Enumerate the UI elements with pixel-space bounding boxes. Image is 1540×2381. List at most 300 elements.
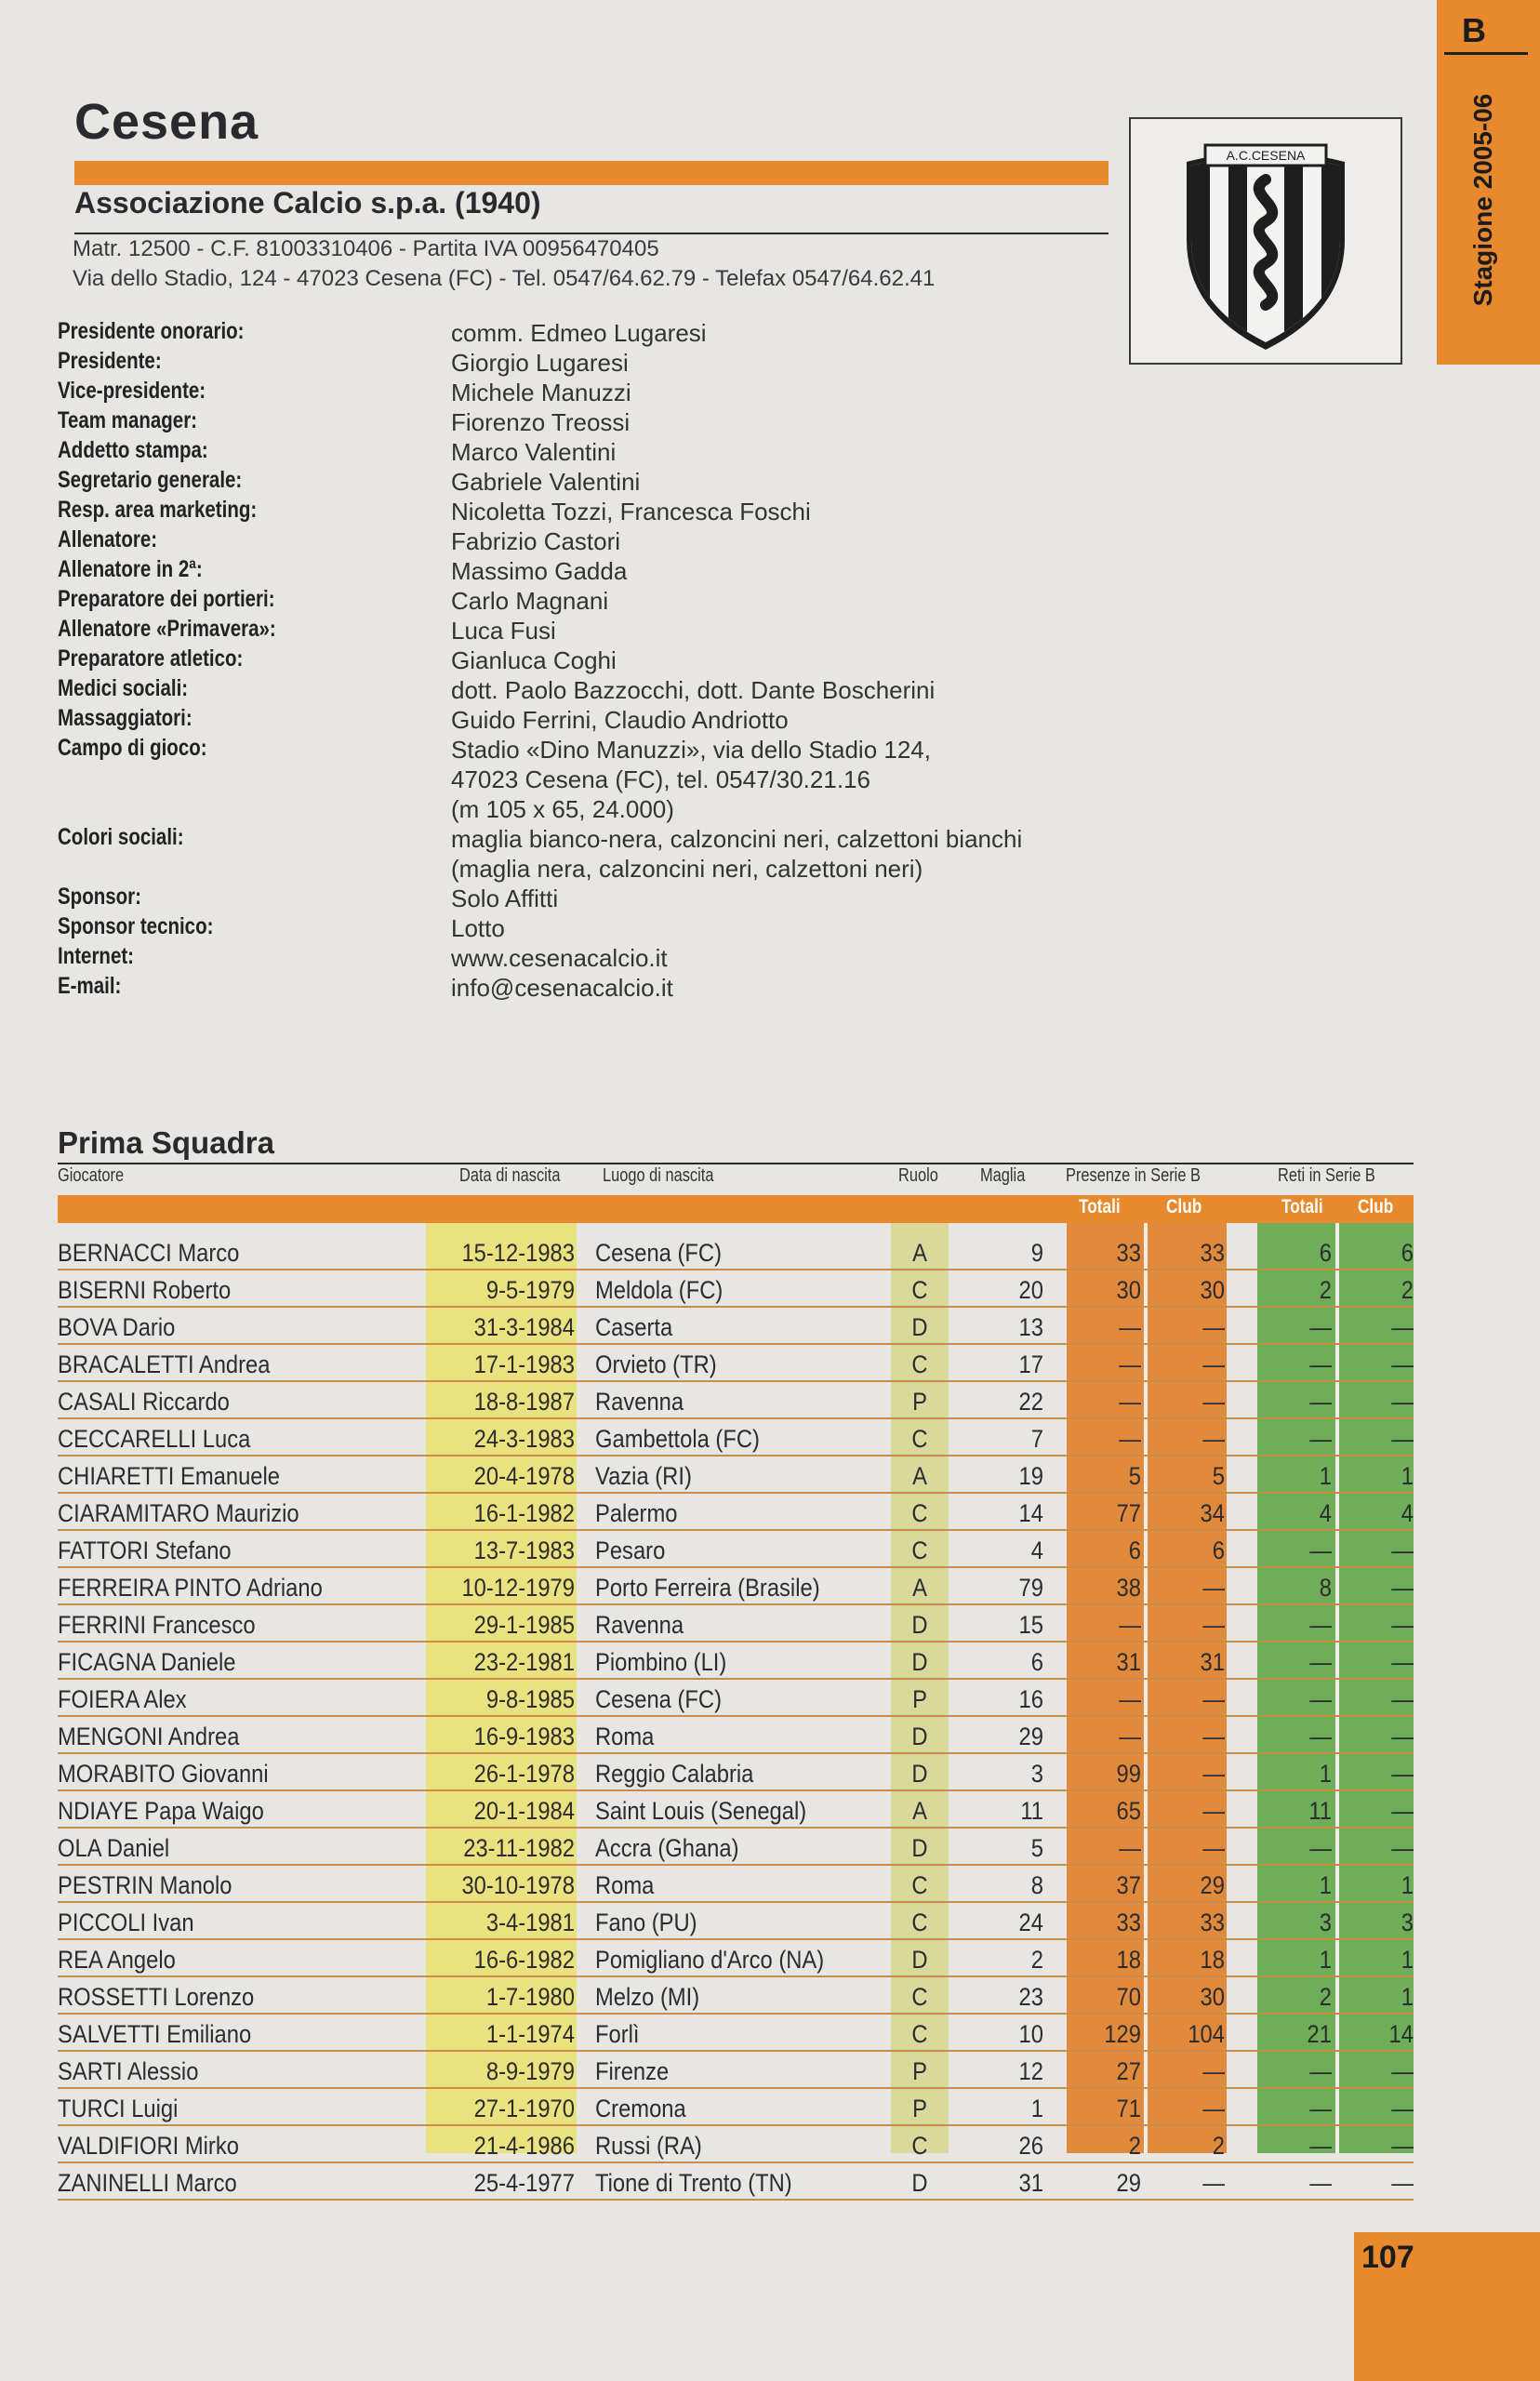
goals-club: —: [1391, 1388, 1414, 1416]
registration-line: Matr. 12500 - C.F. 81003310406 - Partita IVA 00956470405: [73, 236, 659, 261]
appearances-total: 129: [1104, 2020, 1141, 2048]
header-luogo: Luogo di nascita: [603, 1165, 714, 1186]
player-name: OLA Daniel: [58, 1834, 170, 1862]
goals-total: —: [1309, 1425, 1332, 1453]
info-label: Resp. area marketing:: [58, 497, 258, 523]
association-name: Associazione Calcio s.p.a. (1940): [74, 186, 541, 219]
role: C: [911, 1499, 928, 1527]
goals-total: 2: [1319, 1983, 1332, 2011]
info-row: [58, 586, 1360, 616]
header-maglia: Maglia: [980, 1165, 1026, 1186]
info-row: [58, 675, 1360, 705]
birth-date: 16-6-1982: [473, 1946, 575, 1974]
header-reti: Reti in Serie B: [1278, 1165, 1375, 1186]
table-row: [58, 1866, 1414, 1903]
goals-club: —: [1391, 1760, 1414, 1788]
table-row: [58, 1531, 1414, 1568]
goals-total: 1: [1319, 1946, 1332, 1974]
birth-date: 1-7-1980: [485, 1983, 575, 2011]
role: A: [912, 1239, 927, 1267]
appearances-club: —: [1202, 1685, 1225, 1713]
shirt-number: 8: [1030, 1871, 1043, 1899]
role: D: [911, 1834, 928, 1862]
birth-date: 1-1-1974: [485, 2020, 575, 2048]
goals-total: 1: [1319, 1462, 1332, 1490]
info-label: Massaggiatori:: [58, 705, 192, 731]
goals-club: 1: [1401, 1946, 1414, 1974]
section-letter: B: [1462, 11, 1486, 49]
appearances-club: 33: [1200, 1239, 1225, 1267]
birth-place: Forlì: [595, 2020, 640, 2048]
goals-club: —: [1391, 1425, 1414, 1453]
subheader-presenze-club: Club: [1166, 1196, 1202, 1217]
table-row: [58, 2126, 1414, 2163]
birth-place: Ravenna: [595, 1611, 684, 1639]
appearances-club: —: [1202, 1350, 1225, 1378]
table-row: [58, 1680, 1414, 1717]
goals-total: —: [1309, 1648, 1332, 1676]
info-row: [58, 556, 1360, 586]
table-row: [58, 1568, 1414, 1605]
appearances-total: 30: [1116, 1276, 1141, 1304]
appearances-club: 33: [1200, 1909, 1225, 1936]
table-row: [58, 1791, 1414, 1829]
birth-date: 20-4-1978: [473, 1462, 575, 1490]
birth-place: Cremona: [595, 2095, 686, 2122]
player-name: PICCOLI Ivan: [58, 1909, 194, 1936]
info-label: Presidente onorario:: [58, 318, 245, 344]
info-value: Stadio «Dino Manuzzi», via dello Stadio 124, 47023 Cesena (FC), tel. 0547/30.21.16 (m 105 x 65, 24.000): [451, 736, 931, 823]
birth-date: 23-11-1982: [463, 1834, 575, 1862]
appearances-total: —: [1119, 1425, 1141, 1453]
goals-total: —: [1309, 1685, 1332, 1713]
goals-club: 2: [1401, 1276, 1414, 1304]
appearances-total: —: [1119, 1313, 1141, 1341]
info-label: Sponsor tecnico:: [58, 913, 214, 939]
appearances-club: 18: [1200, 1946, 1225, 1974]
birth-place: Roma: [595, 1723, 655, 1750]
birth-date: 15-12-1983: [461, 1239, 575, 1267]
birth-date: 23-2-1981: [473, 1648, 575, 1676]
birth-date: 13-7-1983: [473, 1536, 575, 1564]
goals-total: —: [1309, 1313, 1332, 1341]
table-row: [58, 1977, 1414, 2015]
table-row: [58, 1829, 1414, 1866]
appearances-club: 34: [1200, 1499, 1225, 1527]
role: A: [912, 1462, 927, 1490]
info-row: [58, 318, 1360, 348]
role: C: [911, 1276, 928, 1304]
info-value: maglia bianco-nera, calzoncini neri, calzettoni bianchi (maglia nera, calzoncini neri, calzettoni neri): [451, 825, 1023, 883]
shirt-number: 20: [1018, 1276, 1043, 1304]
header-giocatore: Giocatore: [58, 1165, 125, 1186]
table-row: [58, 1494, 1414, 1531]
table-row: [58, 1457, 1414, 1494]
club-info-list: [58, 318, 1360, 1003]
info-value: Solo Affitti: [451, 885, 559, 912]
role: C: [911, 2020, 928, 2048]
player-name: PESTRIN Manolo: [58, 1871, 232, 1899]
player-name: TURCI Luigi: [58, 2095, 179, 2122]
goals-total: —: [1309, 1834, 1332, 1862]
birth-place: Cesena (FC): [595, 1239, 723, 1267]
info-label: Colori sociali:: [58, 824, 184, 850]
birth-date: 21-4-1986: [473, 2132, 575, 2160]
player-name: CHIARETTI Emanuele: [58, 1462, 281, 1490]
role: C: [911, 1536, 928, 1564]
player-name: FICAGNA Daniele: [58, 1648, 236, 1676]
shirt-number: 19: [1018, 1462, 1043, 1490]
appearances-total: 99: [1116, 1760, 1141, 1788]
info-row: [58, 735, 1360, 824]
table-row: [58, 1903, 1414, 1940]
shirt-number: 1: [1030, 2095, 1043, 2122]
goals-total: 2: [1319, 1276, 1332, 1304]
appearances-club: 29: [1200, 1871, 1225, 1899]
info-value: info@cesenacalcio.it: [451, 974, 673, 1002]
info-label: Internet:: [58, 943, 134, 969]
info-label: Team manager:: [58, 407, 198, 433]
header-ruolo: Ruolo: [898, 1165, 938, 1186]
info-row: [58, 467, 1360, 497]
birth-date: 31-3-1984: [473, 1313, 575, 1341]
page-number: 107: [1361, 2240, 1414, 2275]
table-row: [58, 1940, 1414, 1977]
appearances-club: 5: [1212, 1462, 1225, 1490]
appearances-total: 31: [1116, 1648, 1141, 1676]
role: P: [912, 1685, 927, 1713]
table-row: [58, 1754, 1414, 1791]
info-row: [58, 497, 1360, 526]
table-row: [58, 1605, 1414, 1643]
info-row: [58, 437, 1360, 467]
birth-date: 18-8-1987: [473, 1388, 575, 1416]
goals-club: —: [1391, 1574, 1414, 1602]
info-value: Gianluca Coghi: [451, 646, 617, 674]
player-name: BRACALETTI Andrea: [58, 1350, 271, 1378]
goals-total: —: [1309, 2169, 1332, 2197]
goals-club: —: [1391, 1648, 1414, 1676]
shirt-number: 29: [1018, 1723, 1043, 1750]
goals-club: 3: [1401, 1909, 1414, 1936]
table-row: [58, 1345, 1414, 1382]
goals-total: —: [1309, 1723, 1332, 1750]
goals-club: 1: [1401, 1462, 1414, 1490]
birth-place: Russi (RA): [595, 2132, 702, 2160]
birth-place: Gambettola (FC): [595, 1425, 760, 1453]
goals-total: 8: [1319, 1574, 1332, 1602]
player-name: ROSSETTI Lorenzo: [58, 1983, 255, 2011]
appearances-total: 33: [1116, 1239, 1141, 1267]
birth-place: Caserta: [595, 1313, 673, 1341]
appearances-total: 2: [1128, 2132, 1141, 2160]
info-value: dott. Paolo Bazzocchi, dott. Dante Boscherini: [451, 676, 936, 704]
info-value: Fabrizio Castori: [451, 527, 621, 555]
info-label: Allenatore in 2ª:: [58, 556, 203, 582]
info-row: [58, 645, 1360, 675]
goals-total: —: [1309, 2095, 1332, 2122]
info-label: Allenatore:: [58, 526, 158, 552]
appearances-total: 65: [1116, 1797, 1141, 1825]
info-value: www.cesenacalcio.it: [451, 944, 668, 972]
goals-club: —: [1391, 1834, 1414, 1862]
goals-total: —: [1309, 1536, 1332, 1564]
subheader-reti-totali: Totali: [1281, 1196, 1323, 1217]
appearances-total: 71: [1116, 2095, 1141, 2122]
info-label: E-mail:: [58, 973, 122, 999]
info-row: [58, 407, 1360, 437]
player-name: CASALI Riccardo: [58, 1388, 230, 1416]
role: P: [912, 1388, 927, 1416]
page-number-tab: [1354, 2232, 1540, 2381]
appearances-total: 6: [1128, 1536, 1141, 1564]
shirt-number: 16: [1018, 1685, 1043, 1713]
birth-date: 24-3-1983: [473, 1425, 575, 1453]
goals-club: —: [1391, 1350, 1414, 1378]
table-row: [58, 1382, 1414, 1419]
info-value: Lotto: [451, 914, 505, 942]
birth-date: 27-1-1970: [473, 2095, 575, 2122]
info-label: Preparatore atletico:: [58, 645, 244, 672]
shirt-number: 23: [1018, 1983, 1043, 2011]
info-value: Luca Fusi: [451, 617, 556, 645]
info-label: Presidente:: [58, 348, 162, 374]
club-name: Cesena: [74, 94, 259, 150]
appearances-club: 2: [1212, 2132, 1225, 2160]
appearances-club: —: [1202, 1723, 1225, 1750]
goals-club: —: [1391, 2095, 1414, 2122]
player-name: BISERNI Roberto: [58, 1276, 232, 1304]
subheader-bar: [58, 1195, 1414, 1223]
info-value: Fiorenzo Treossi: [451, 408, 631, 436]
table-row: [58, 1717, 1414, 1754]
shirt-number: 2: [1030, 1946, 1043, 1974]
shirt-number: 79: [1018, 1574, 1043, 1602]
goals-total: 1: [1319, 1871, 1332, 1899]
goals-total: —: [1309, 2132, 1332, 2160]
table-row: [58, 2015, 1414, 2052]
goals-club: 1: [1401, 1871, 1414, 1899]
appearances-club: —: [1202, 2169, 1225, 2197]
table-row: [58, 2052, 1414, 2089]
table-row: [58, 1308, 1414, 1345]
shirt-number: 5: [1030, 1834, 1043, 1862]
role: C: [911, 1983, 928, 2011]
appearances-club: —: [1202, 1388, 1225, 1416]
birth-date: 16-1-1982: [473, 1499, 575, 1527]
squad-title: Prima Squadra: [58, 1125, 274, 1160]
goals-total: —: [1309, 1388, 1332, 1416]
role: A: [912, 1797, 927, 1825]
role: C: [911, 1909, 928, 1936]
birth-date: 9-5-1979: [485, 1276, 575, 1304]
address-line: Via dello Stadio, 124 - 47023 Cesena (FC) - Tel. 0547/64.62.79 - Telefax 0547/64.62.41: [73, 266, 936, 291]
goals-club: —: [1391, 2057, 1414, 2085]
birth-place: Vazia (RI): [595, 1462, 692, 1490]
shirt-number: 7: [1030, 1425, 1043, 1453]
player-name: CIARAMITARO Maurizio: [58, 1499, 299, 1527]
role: C: [911, 1425, 928, 1453]
player-name: VALDIFIORI Mirko: [58, 2132, 239, 2160]
role: P: [912, 2095, 927, 2122]
goals-total: —: [1309, 2057, 1332, 2085]
player-name: FERRINI Francesco: [58, 1611, 256, 1639]
birth-place: Tione di Trento (TN): [595, 2169, 792, 2197]
role: D: [911, 1760, 928, 1788]
appearances-club: —: [1202, 1834, 1225, 1862]
info-label: Addetto stampa:: [58, 437, 208, 463]
player-name: BERNACCI Marco: [58, 1239, 240, 1267]
birth-place: Meldola (FC): [595, 1276, 724, 1304]
appearances-total: 38: [1116, 1574, 1141, 1602]
birth-date: 10-12-1979: [461, 1574, 575, 1602]
player-name: SARTI Alessio: [58, 2057, 199, 2085]
role: D: [911, 1313, 928, 1341]
info-label: Medici sociali:: [58, 675, 189, 701]
birth-date: 25-4-1977: [473, 2169, 575, 2197]
shirt-number: 3: [1030, 1760, 1043, 1788]
association-rule: [74, 233, 1109, 234]
header-presenze: Presenze in Serie B: [1066, 1165, 1201, 1186]
appearances-total: —: [1119, 1834, 1141, 1862]
season-label: Stagione 2005-06: [1468, 93, 1497, 307]
appearances-total: 77: [1116, 1499, 1141, 1527]
table-row: [58, 2089, 1414, 2126]
player-name: FOIERA Alex: [58, 1685, 187, 1713]
info-row: [58, 348, 1360, 378]
table-row: [58, 2163, 1414, 2201]
role: D: [911, 1723, 928, 1750]
birth-place: Firenze: [595, 2057, 670, 2085]
info-row: [58, 973, 1360, 1003]
title-bar: [74, 161, 1109, 185]
info-row: [58, 526, 1360, 556]
shirt-number: 10: [1018, 2020, 1043, 2048]
birth-date: 30-10-1978: [461, 1871, 575, 1899]
goals-club: —: [1391, 1723, 1414, 1750]
appearances-club: 104: [1188, 2020, 1225, 2048]
shirt-number: 11: [1020, 1797, 1043, 1825]
birth-date: 8-9-1979: [485, 2057, 575, 2085]
birth-place: Porto Ferreira (Brasile): [595, 1574, 820, 1602]
birth-date: 20-1-1984: [473, 1797, 575, 1825]
info-row: [58, 884, 1360, 913]
appearances-club: —: [1202, 1760, 1225, 1788]
birth-place: Ravenna: [595, 1388, 684, 1416]
appearances-club: —: [1202, 1425, 1225, 1453]
info-row: [58, 824, 1360, 884]
squad-rule: [58, 1163, 1414, 1164]
player-name: NDIAYE Papa Waigo: [58, 1797, 264, 1825]
appearances-total: —: [1119, 1388, 1141, 1416]
birth-date: 29-1-1985: [473, 1611, 575, 1639]
info-value: Giorgio Lugaresi: [451, 349, 629, 377]
birth-place: Pesaro: [595, 1536, 666, 1564]
shirt-number: 13: [1018, 1313, 1043, 1341]
shirt-number: 12: [1018, 2057, 1043, 2085]
birth-place: Roma: [595, 1871, 655, 1899]
goals-club: —: [1391, 1536, 1414, 1564]
birth-place: Melzo (MI): [595, 1983, 700, 2011]
appearances-club: —: [1202, 1313, 1225, 1341]
info-label: Preparatore dei portieri:: [58, 586, 275, 612]
shirt-number: 17: [1018, 1350, 1043, 1378]
section-tab: [1437, 0, 1540, 365]
shirt-number: 22: [1018, 1388, 1043, 1416]
birth-place: Cesena (FC): [595, 1685, 723, 1713]
appearances-club: —: [1202, 2057, 1225, 2085]
goals-club: —: [1391, 1611, 1414, 1639]
appearances-total: 33: [1116, 1909, 1141, 1936]
birth-date: 16-9-1983: [473, 1723, 575, 1750]
subheader-presenze-totali: Totali: [1079, 1196, 1121, 1217]
table-row: [58, 1643, 1414, 1680]
player-name: BOVA Dario: [58, 1313, 176, 1341]
info-row: [58, 616, 1360, 645]
info-value: Marco Valentini: [451, 438, 617, 466]
birth-place: Saint Louis (Senegal): [595, 1797, 807, 1825]
goals-total: —: [1309, 1350, 1332, 1378]
role: D: [911, 1648, 928, 1676]
goals-total: 4: [1319, 1499, 1332, 1527]
info-label: Sponsor:: [58, 884, 141, 910]
birth-date: 17-1-1983: [473, 1350, 575, 1378]
player-name: MENGONI Andrea: [58, 1723, 240, 1750]
shirt-number: 14: [1018, 1499, 1043, 1527]
birth-date: 9-8-1985: [485, 1685, 575, 1713]
info-row: [58, 913, 1360, 943]
role: P: [912, 2057, 927, 2085]
birth-place: Palermo: [595, 1499, 678, 1527]
birth-date: 3-4-1981: [485, 1909, 575, 1936]
goals-club: —: [1391, 1797, 1414, 1825]
table-row: [58, 1233, 1414, 1270]
appearances-club: 30: [1200, 1983, 1225, 2011]
goals-total: 11: [1308, 1797, 1332, 1825]
info-row: [58, 378, 1360, 407]
birth-place: Orvieto (TR): [595, 1350, 717, 1378]
appearances-total: —: [1119, 1611, 1141, 1639]
info-value: Carlo Magnani: [451, 587, 609, 615]
appearances-total: 29: [1116, 2169, 1141, 2197]
table-row: [58, 1270, 1414, 1308]
info-value: Gabriele Valentini: [451, 468, 641, 496]
subheader-reti-club: Club: [1358, 1196, 1394, 1217]
goals-club: —: [1391, 1313, 1414, 1341]
goals-club: —: [1391, 2132, 1414, 2160]
info-value: Michele Manuzzi: [451, 379, 631, 406]
info-label: Vice-presidente:: [58, 378, 206, 404]
player-name: SALVETTI Emiliano: [58, 2020, 252, 2048]
table-row: [58, 1419, 1414, 1457]
shirt-number: 9: [1030, 1239, 1043, 1267]
goals-club: 14: [1388, 2020, 1414, 2048]
appearances-total: —: [1119, 1723, 1141, 1750]
role: C: [911, 1871, 928, 1899]
role: A: [912, 1574, 927, 1602]
info-row: [58, 943, 1360, 973]
shirt-number: 15: [1018, 1611, 1043, 1639]
appearances-club: 30: [1200, 1276, 1225, 1304]
appearances-club: 6: [1212, 1536, 1225, 1564]
goals-total: 1: [1319, 1760, 1332, 1788]
info-value: comm. Edmeo Lugaresi: [451, 319, 707, 347]
goals-total: 6: [1319, 1239, 1332, 1267]
shirt-number: 4: [1030, 1536, 1043, 1564]
goals-club: —: [1391, 2169, 1414, 2197]
shirt-number: 24: [1018, 1909, 1043, 1936]
appearances-total: 5: [1128, 1462, 1141, 1490]
